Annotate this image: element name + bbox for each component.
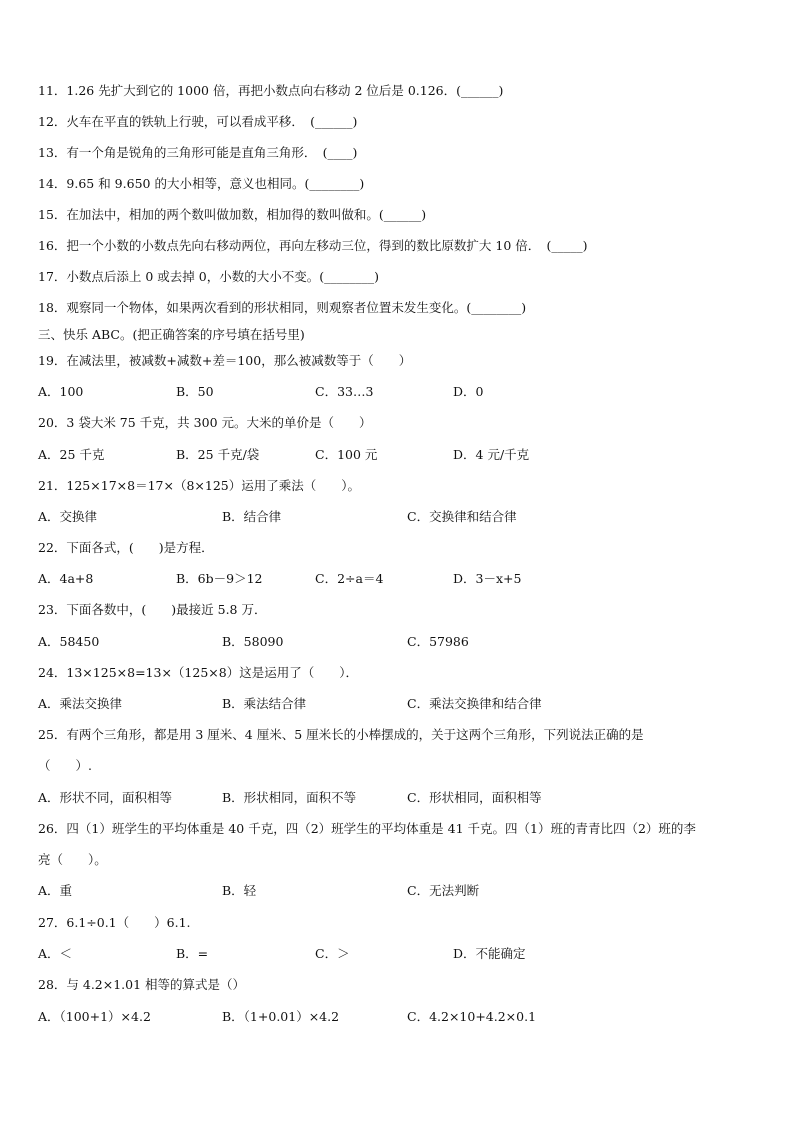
- option-b: B．乘法结合律: [222, 696, 307, 711]
- option-a: A．58450: [38, 634, 100, 649]
- question-14: 14．9.65 和 9.650 的大小相等，意义也相同。(________): [38, 176, 365, 191]
- option-c: C．形状相同，面积相等: [407, 790, 542, 805]
- option-d: D．不能确定: [453, 946, 526, 961]
- option-b: B．形状相同，面积不等: [222, 790, 357, 805]
- option-d: D．4 元/千克: [453, 447, 530, 462]
- option-a: A．100: [38, 384, 84, 399]
- question-25-stem-cont: （ ）.: [38, 758, 92, 773]
- question-23-stem: 23．下面各数中，( )最接近 5.8 万．: [38, 602, 267, 617]
- section-title: 三、快乐 ABC。(把正确答案的序号填在括号里): [38, 327, 305, 342]
- question-18: 18．观察同一个物体，如果两次看到的形状相同，则观察者位置未发生变化。(________): [38, 300, 527, 315]
- option-b: B．50: [176, 384, 214, 399]
- question-26-stem-cont: 亮（ ）。: [38, 852, 107, 867]
- question-25-stem: 25．有两个三角形，都是用 3 厘米、4 厘米、5 厘米长的小棒摆成的，关于这两个三角形，下列说法正确的是: [38, 727, 644, 742]
- option-c: C．交换律和结合律: [407, 509, 517, 524]
- option-a: A．乘法交换律: [38, 696, 123, 711]
- option-c: C．33…3: [315, 384, 374, 399]
- option-b: B．6b－9＞12: [176, 571, 263, 586]
- option-a: A．＜: [38, 946, 73, 961]
- option-c: C．＞: [315, 946, 350, 961]
- option-a: A．交换律: [38, 509, 98, 524]
- option-b: B．结合律: [222, 509, 282, 524]
- option-c: C．2÷a＝4: [315, 571, 384, 586]
- option-d: D．3－x+5: [453, 571, 522, 586]
- option-a: A．重: [38, 883, 73, 898]
- option-c: C．乘法交换律和结合律: [407, 696, 542, 711]
- question-17: 17．小数点后添上 0 或去掉 0，小数的大小不变。(________): [38, 269, 379, 284]
- option-b: B．=: [176, 946, 209, 961]
- option-a: A．4a+8: [38, 571, 94, 586]
- option-d: D．0: [453, 384, 484, 399]
- option-c: C．100 元: [315, 447, 378, 462]
- option-a: A．形状不同，面积相等: [38, 790, 173, 805]
- option-c: C．4.2×10+4.2×0.1: [407, 1009, 537, 1024]
- question-26-stem: 26．四（1）班学生的平均体重是 40 千克，四（2）班学生的平均体重是 41 千克。四（1）班的青青比四（2）班的李: [38, 821, 696, 836]
- option-c: C．57986: [407, 634, 469, 649]
- option-b: B．轻: [222, 883, 257, 898]
- question-13: 13．有一个角是锐角的三角形可能是直角三角形． (____): [38, 145, 358, 160]
- question-21-stem: 21．125×17×8＝17×（8×125）运用了乘法（ ）。: [38, 478, 360, 493]
- option-b: B．25 千克/袋: [176, 447, 260, 462]
- question-12: 12．火车在平直的铁轨上行驶，可以看成平移． (______): [38, 114, 358, 129]
- question-11: 11．1.26 先扩大到它的 1000 倍，再把小数点向右移动 2 位后是 0.126．(______): [38, 83, 504, 98]
- question-15: 15．在加法中，相加的两个数叫做加数，相加得的数叫做和。(______): [38, 207, 427, 222]
- option-a: A．（100+1）×4.2: [38, 1009, 151, 1024]
- question-24-stem: 24．13×125×8=13×（125×8）这是运用了（ ）．: [38, 665, 358, 680]
- option-c: C．无法判断: [407, 883, 480, 898]
- option-b: B．58090: [222, 634, 284, 649]
- question-20-stem: 20．3 袋大米 75 千克，共 300 元。大米的单价是（ ）: [38, 415, 372, 430]
- question-19-stem: 19．在减法里，被减数+减数+差＝100，那么被减数等于（ ）: [38, 353, 412, 368]
- question-28-stem: 28．与 4.2×1.01 相等的算式是（）: [38, 977, 246, 992]
- option-b: B．（1+0.01）×4.2: [222, 1009, 340, 1024]
- question-16: 16．把一个小数的小数点先向右移动两位，再向左移动三位，得到的数比原数扩大 10 倍． (_____): [38, 238, 588, 253]
- question-22-stem: 22．下面各式，( )是方程．: [38, 540, 214, 555]
- option-a: A．25 千克: [38, 447, 105, 462]
- question-27-stem: 27．6.1÷0.1（ ）6.1.: [38, 915, 191, 930]
